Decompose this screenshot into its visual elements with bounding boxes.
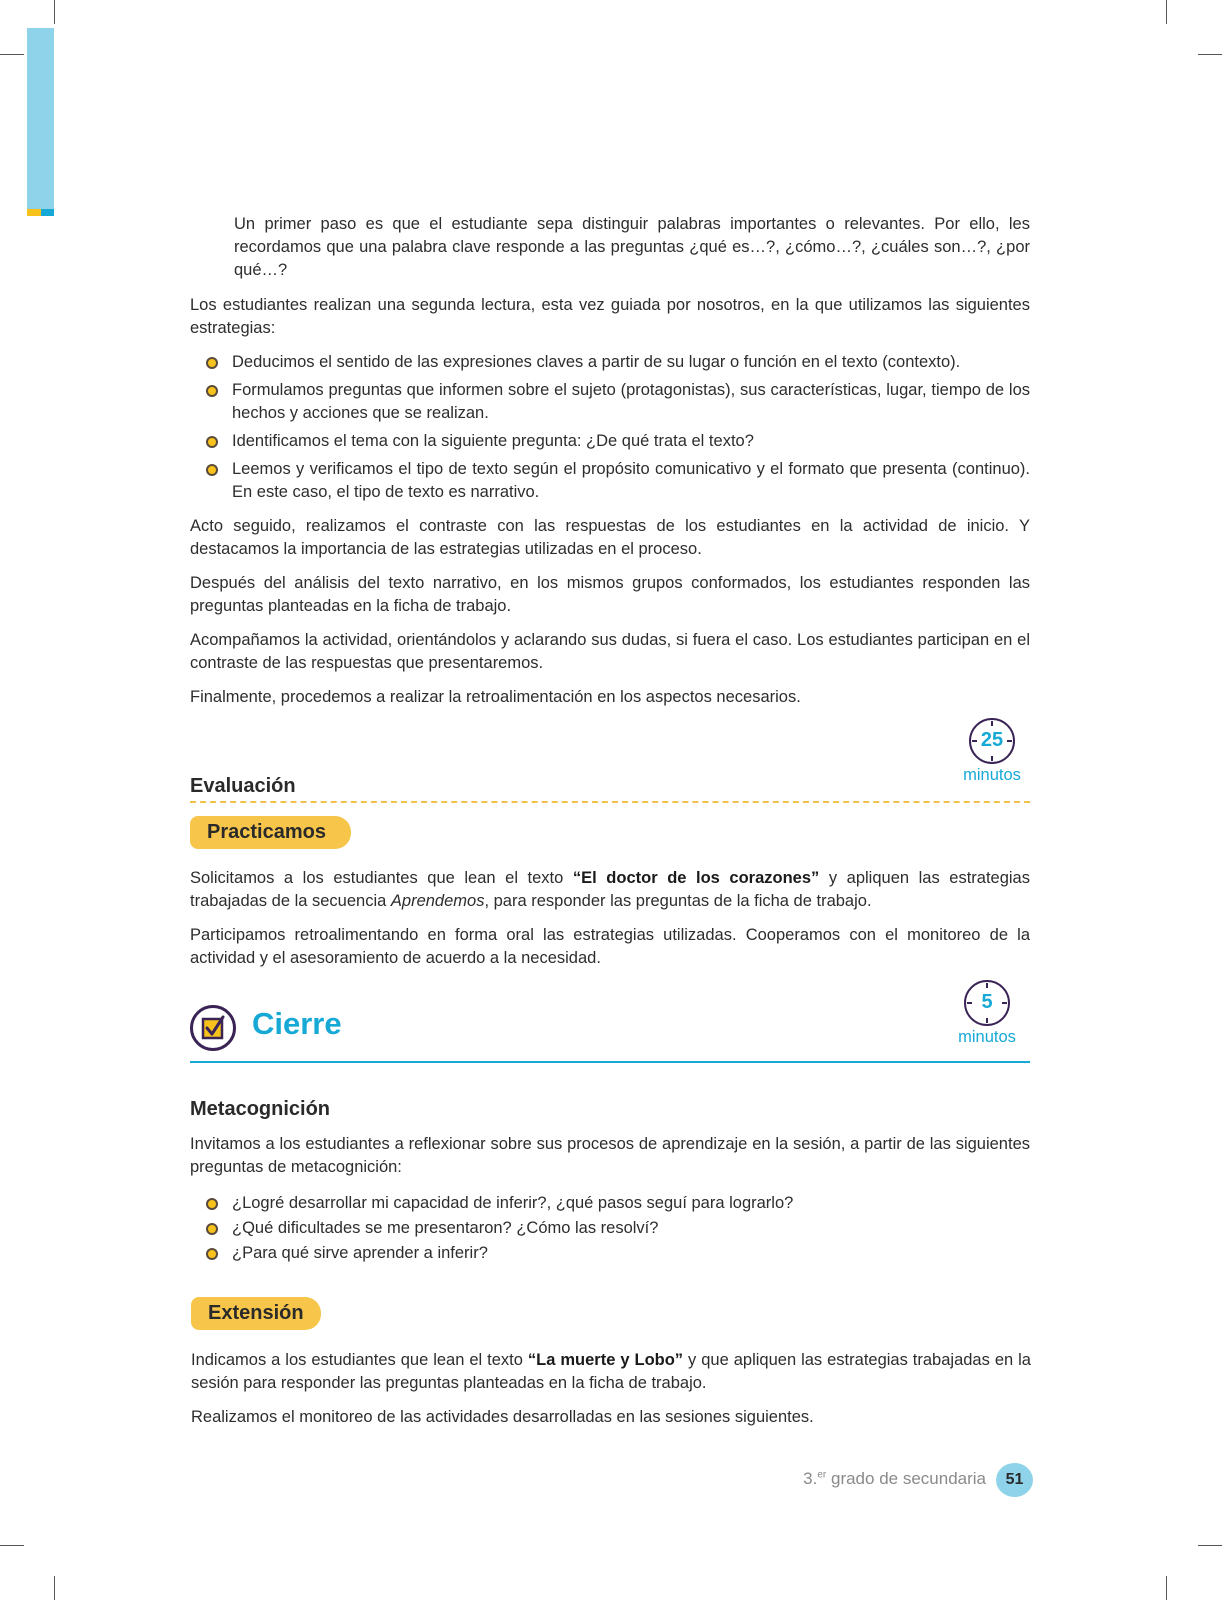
- acompanamos-paragraph: Acompañamos la actividad, orientándolos y aclarando sus dudas, si fuera el caso. Los estudiantes participan en el contraste de las respuestas que presentaremos.: [190, 631, 1030, 672]
- timer-minutes: 5: [981, 991, 993, 1013]
- cierre-divider: [190, 1061, 1030, 1063]
- section-divider: [190, 801, 1030, 803]
- extension-badge: Extensión: [191, 1297, 321, 1330]
- timer-label: minutos: [958, 1028, 1016, 1046]
- crop-mark: [1166, 1576, 1167, 1600]
- list-item: ¿Qué dificultades se me presentaron? ¿Cómo las resolví?: [190, 1217, 1030, 1240]
- list-item: ¿Para qué sirve aprender a inferir?: [190, 1242, 1030, 1265]
- lectura-paragraph: Los estudiantes realizan una segunda lectura, esta vez guiada por nosotros, en la que utilizamos las siguientes estrategias:: [190, 296, 1030, 337]
- bullet-icon: [206, 385, 218, 397]
- evaluacion-timer: [952, 718, 1032, 784]
- side-color-tab: [27, 28, 54, 209]
- practicamos-paragraph: Solicitamos a los estudiantes que lean el texto “El doctor de los corazones” y apliquen las estrategias trabajadas de la secuencia Aprendemos, para responder las preguntas de la ficha de trabajo.: [190, 869, 1030, 910]
- crop-mark: [0, 1545, 24, 1546]
- list-item: Leemos y verificamos el tipo de texto según el propósito comunicativo y el formato que presenta (continuo). En este caso, el tipo de texto es narrativo.: [190, 458, 1030, 504]
- metacognicion-heading: Metacognición: [190, 1098, 331, 1120]
- list-item: Identificamos el tema con la siguiente pregunta: ¿De qué trata el texto?: [190, 430, 1030, 453]
- bullet-icon: [206, 464, 218, 476]
- grade-label: 3.$^{er}$ grado de secundaria: [803, 1469, 986, 1488]
- finalmente-paragraph: Finalmente, procedemos a realizar la retroalimentación en los aspectos necesarios.: [190, 688, 801, 706]
- text-title: “El doctor de los corazones”: [572, 869, 820, 887]
- bullet-icon: [206, 436, 218, 448]
- despues-paragraph: Después del análisis del texto narrativo, en los mismos grupos conformados, los estudiantes responden las preguntas planteadas en la ficha de trabajo.: [190, 574, 1030, 615]
- crop-mark: [1166, 0, 1167, 24]
- text-title: “La muerte y Lobo”: [527, 1351, 684, 1369]
- extension-paragraph: Indicamos a los estudiantes que lean el texto “La muerte y Lobo” y que apliquen las estrategias trabajadas en la sesión para responder las preguntas planteadas en la ficha de trabajo.: [191, 1351, 1031, 1392]
- metacognicion-intro: Invitamos a los estudiantes a reflexionar sobre sus procesos de aprendizaje en la sesión, a partir de las siguientes preguntas de metacognición:: [190, 1135, 1030, 1176]
- list-item: ¿Logré desarrollar mi capacidad de inferir?, ¿qué pasos seguí para lograrlo?: [190, 1192, 1030, 1215]
- clock-icon: [969, 718, 1015, 764]
- indent-paragraph: Un primer paso es que el estudiante sepa distinguir palabras importantes o relevantes. Por ello, les recordamos que una palabra clave responde a las preguntas ¿qué es…?, ¿cómo…?, ¿cuáles son…?, ¿por qué…?: [234, 215, 1030, 279]
- list-item: Formulamos preguntas que informen sobre el sujeto (protagonistas), sus características, lugar, tiempo de los hechos y acciones que se realizan.: [190, 379, 1030, 425]
- acto-paragraph: Acto seguido, realizamos el contraste con las respuestas de los estudiantes en la actividad de inicio. Y destacamos la importancia de las estrategias utilizadas en el proceso.: [190, 517, 1030, 558]
- crop-mark: [0, 54, 24, 55]
- crop-mark: [1198, 54, 1222, 55]
- bullet-icon: [206, 1248, 218, 1260]
- bullet-icon: [206, 1223, 218, 1235]
- cierre-timer: [947, 980, 1027, 1046]
- crop-mark: [54, 0, 55, 24]
- evaluacion-heading: Evaluación: [190, 775, 296, 797]
- strategies-list: [190, 351, 1030, 509]
- page-number: 51: [996, 1463, 1033, 1497]
- timer-label: minutos: [963, 766, 1021, 784]
- monitoreo-paragraph: Realizamos el monitoreo de las actividades desarrolladas en las sesiones siguientes.: [191, 1408, 814, 1426]
- bullet-icon: [206, 357, 218, 369]
- practicamos-badge: Practicamos: [190, 816, 351, 849]
- side-tab-blue-stripe: [41, 209, 54, 216]
- list-item: Deducimos el sentido de las expresiones claves a partir de su lugar o función en el texto (contexto).: [190, 351, 1030, 374]
- clock-icon: [964, 980, 1010, 1026]
- side-tab-yellow-stripe: [27, 209, 41, 216]
- crop-mark: [54, 1576, 55, 1600]
- timer-minutes: 25: [980, 729, 1004, 751]
- cierre-heading: Cierre: [252, 1006, 342, 1041]
- checkbox-icon: [190, 1005, 236, 1051]
- bullet-icon: [206, 1198, 218, 1210]
- participamos-paragraph: Participamos retroalimentando en forma oral las estrategias utilizadas. Cooperamos con el monitoreo de la actividad y el asesoramiento de acuerdo a la necesidad.: [190, 926, 1030, 967]
- crop-mark: [1198, 1545, 1222, 1546]
- metacognicion-questions: [190, 1192, 1030, 1267]
